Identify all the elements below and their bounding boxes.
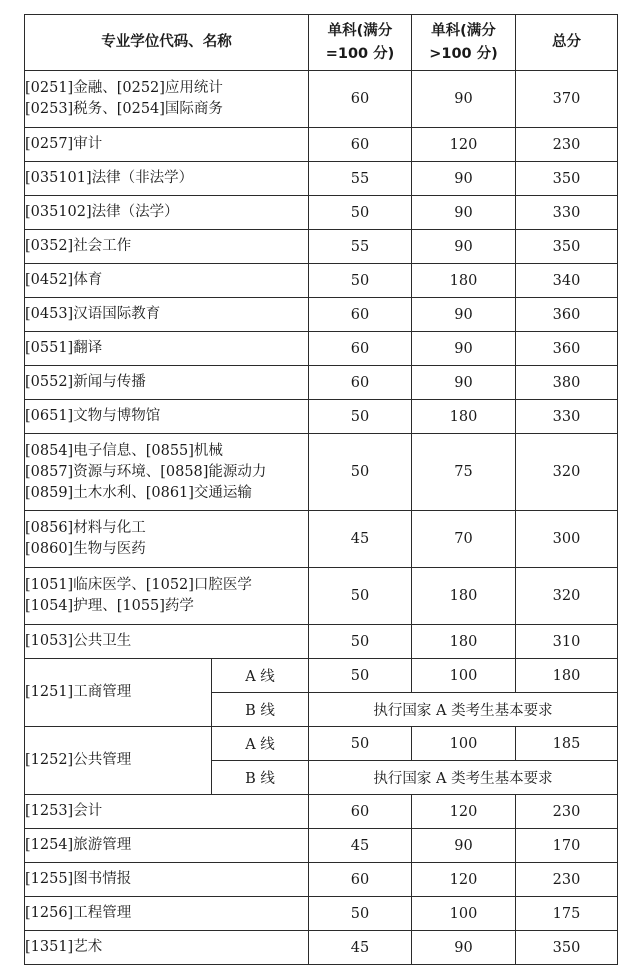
score-total: 350 <box>516 162 618 196</box>
table-row <box>25 400 618 434</box>
score-single-over100: 120 <box>412 863 516 897</box>
table-row <box>25 931 618 965</box>
program-name: [0257]审计 <box>25 128 309 162</box>
document-page <box>24 14 618 965</box>
program-name-line: [0251]金融、[0252]应用统计 <box>25 80 223 96</box>
program-name: [035102]法律（法学） <box>25 196 309 230</box>
program-name: [1255]图书情报 <box>25 863 309 897</box>
table-row <box>25 366 618 400</box>
score-single-100: 50 <box>309 434 412 511</box>
line-label-b: B 线 <box>212 761 309 795</box>
score-single-over100: 90 <box>412 931 516 965</box>
line-label-a: A 线 <box>212 659 309 693</box>
table-row <box>25 264 618 298</box>
score-single-100: 60 <box>309 332 412 366</box>
program-name <box>25 568 309 625</box>
score-single-over100: 90 <box>412 298 516 332</box>
score-total: 350 <box>516 230 618 264</box>
program-name: [1253]会计 <box>25 795 309 829</box>
score-single-over100: 180 <box>412 625 516 659</box>
score-total: 350 <box>516 931 618 965</box>
score-single-100: 60 <box>309 128 412 162</box>
score-total: 340 <box>516 264 618 298</box>
score-single-over100: 90 <box>412 230 516 264</box>
score-single-over100: 90 <box>412 162 516 196</box>
score-single-100: 45 <box>309 829 412 863</box>
score-single-100: 60 <box>309 366 412 400</box>
header-program: 专业学位代码、名称 <box>25 15 309 71</box>
score-total: 330 <box>516 196 618 230</box>
table-row <box>25 863 618 897</box>
program-name: [1252]公共管理 <box>25 727 212 795</box>
score-table <box>24 14 618 965</box>
score-single-over100: 90 <box>412 196 516 230</box>
table-row <box>25 659 618 693</box>
header-single-100-line2: =100 分) <box>325 45 395 62</box>
score-single-100: 60 <box>309 795 412 829</box>
header-single-over100-line1: 单科(满分 <box>431 22 496 39</box>
table-row <box>25 162 618 196</box>
program-name: [0551]翻译 <box>25 332 309 366</box>
score-total: 180 <box>516 659 618 693</box>
score-total: 360 <box>516 332 618 366</box>
header-row <box>25 15 618 71</box>
score-single-100: 50 <box>309 568 412 625</box>
score-single-100: 60 <box>309 298 412 332</box>
program-name-line: [1054]护理、[1055]药学 <box>25 598 194 614</box>
program-name: [1254]旅游管理 <box>25 829 309 863</box>
header-single-over100 <box>412 15 516 71</box>
program-name: [1256]工程管理 <box>25 897 309 931</box>
table-row <box>25 230 618 264</box>
score-total: 310 <box>516 625 618 659</box>
score-single-over100: 90 <box>412 71 516 128</box>
score-single-over100: 180 <box>412 568 516 625</box>
score-total: 230 <box>516 128 618 162</box>
header-single-100-line1: 单科(满分 <box>327 22 393 39</box>
table-row <box>25 795 618 829</box>
score-single-100: 60 <box>309 863 412 897</box>
table-row <box>25 128 618 162</box>
table-row <box>25 332 618 366</box>
score-single-100: 50 <box>309 897 412 931</box>
score-total: 360 <box>516 298 618 332</box>
score-single-100: 55 <box>309 230 412 264</box>
score-single-over100: 120 <box>412 795 516 829</box>
program-name-line: [0856]材料与化工 <box>25 520 146 536</box>
score-single-over100: 100 <box>412 727 516 761</box>
program-name: [1053]公共卫生 <box>25 625 309 659</box>
national-requirement-note: 执行国家 A 类考生基本要求 <box>309 693 618 727</box>
table-row <box>25 727 618 761</box>
score-single-over100: 75 <box>412 434 516 511</box>
score-single-100: 50 <box>309 196 412 230</box>
score-total: 320 <box>516 434 618 511</box>
table-row <box>25 897 618 931</box>
program-name-line: [0860]生物与医药 <box>25 541 146 557</box>
score-total: 170 <box>516 829 618 863</box>
program-name: [1351]艺术 <box>25 931 309 965</box>
header-single-100 <box>309 15 412 71</box>
program-name <box>25 71 309 128</box>
line-label-b: B 线 <box>212 693 309 727</box>
score-total: 300 <box>516 511 618 568</box>
score-single-over100: 100 <box>412 897 516 931</box>
score-single-100: 50 <box>309 264 412 298</box>
score-single-100: 50 <box>309 727 412 761</box>
table-row <box>25 829 618 863</box>
score-total: 330 <box>516 400 618 434</box>
header-total: 总分 <box>516 15 618 71</box>
program-name <box>25 511 309 568</box>
score-single-100: 55 <box>309 162 412 196</box>
table-row <box>25 625 618 659</box>
table-row <box>25 196 618 230</box>
program-name-line: [0253]税务、[0254]国际商务 <box>25 101 223 117</box>
program-name: [1251]工商管理 <box>25 659 212 727</box>
score-single-100: 45 <box>309 511 412 568</box>
score-total: 185 <box>516 727 618 761</box>
program-name: [0352]社会工作 <box>25 230 309 264</box>
score-single-100: 45 <box>309 931 412 965</box>
score-total: 320 <box>516 568 618 625</box>
national-requirement-note: 执行国家 A 类考生基本要求 <box>309 761 618 795</box>
program-name-line: [0859]土木水利、[0861]交通运输 <box>25 484 252 501</box>
table-row <box>25 511 618 568</box>
table-row <box>25 71 618 128</box>
program-name: [0453]汉语国际教育 <box>25 298 309 332</box>
program-name: [0452]体育 <box>25 264 309 298</box>
score-single-100: 50 <box>309 400 412 434</box>
score-total: 230 <box>516 795 618 829</box>
score-total: 370 <box>516 71 618 128</box>
score-single-100: 50 <box>309 659 412 693</box>
table-row <box>25 298 618 332</box>
program-name-line: [0854]电子信息、[0855]机械 <box>25 442 223 459</box>
program-name-line: [1051]临床医学、[1052]口腔医学 <box>25 577 252 593</box>
score-single-over100: 120 <box>412 128 516 162</box>
score-single-100: 50 <box>309 625 412 659</box>
line-label-a: A 线 <box>212 727 309 761</box>
table-row <box>25 434 618 511</box>
table-row <box>25 568 618 625</box>
score-single-over100: 180 <box>412 264 516 298</box>
score-single-over100: 90 <box>412 829 516 863</box>
score-single-over100: 90 <box>412 332 516 366</box>
score-single-over100: 70 <box>412 511 516 568</box>
score-total: 175 <box>516 897 618 931</box>
score-single-over100: 90 <box>412 366 516 400</box>
program-name <box>25 434 309 511</box>
score-single-100: 60 <box>309 71 412 128</box>
header-single-over100-line2: >100 分) <box>429 45 498 62</box>
program-name: [0651]文物与博物馆 <box>25 400 309 434</box>
program-name-line: [0857]资源与环境、[0858]能源动力 <box>25 463 267 480</box>
program-name: [0552]新闻与传播 <box>25 366 309 400</box>
score-total: 380 <box>516 366 618 400</box>
score-total: 230 <box>516 863 618 897</box>
score-single-over100: 180 <box>412 400 516 434</box>
program-name: [035101]法律（非法学） <box>25 162 309 196</box>
score-single-over100: 100 <box>412 659 516 693</box>
